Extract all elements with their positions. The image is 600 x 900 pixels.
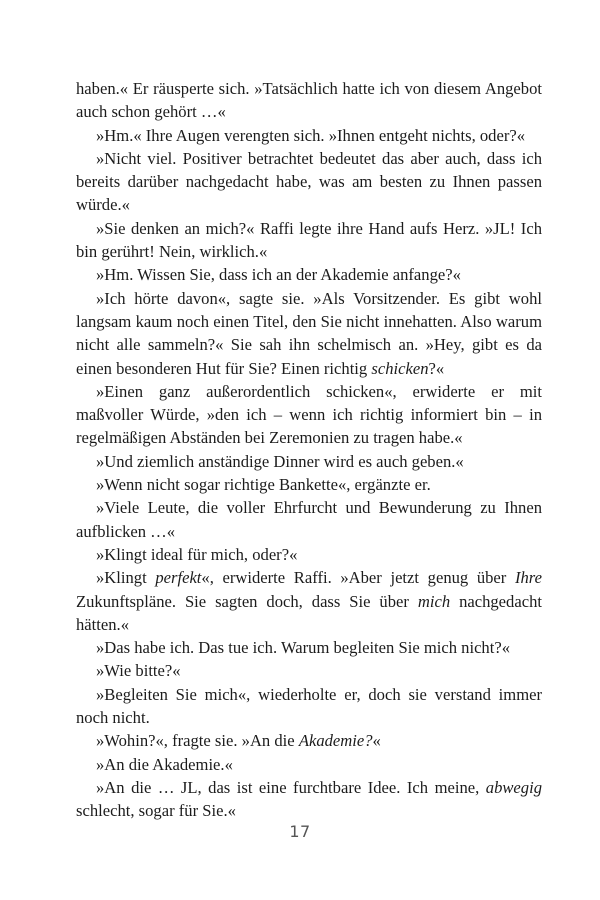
italic-text: schicken — [371, 358, 429, 378]
text-run: ?« — [428, 358, 445, 378]
paragraph — [76, 147, 542, 217]
text-run: nachgedacht hätten.« — [76, 591, 542, 634]
paragraph — [76, 450, 542, 473]
paragraph — [76, 287, 542, 380]
italic-text: Akademie? — [298, 731, 373, 751]
paragraph — [76, 496, 542, 543]
text-run: »Und ziemlich anständige Dinner wird es auch geben.« — [96, 451, 464, 471]
text-run: haben.« Er räusperte sich. »Tatsächlich hatte ich von diesem Angebot auch schon gehört …« — [76, 79, 542, 122]
page-number: 17 — [289, 822, 311, 841]
text-run: »Wie bitte?« — [96, 661, 181, 681]
paragraph — [76, 636, 542, 659]
text-run: »Hm.« Ihre Augen verengten sich. »Ihnen entgeht nichts, oder?« — [96, 125, 526, 145]
paragraph — [76, 124, 542, 147]
paragraph — [76, 753, 542, 776]
paragraph — [76, 77, 542, 124]
text-run: »Hm. Wissen Sie, dass ich an der Akademie anfange?« — [96, 265, 461, 285]
text-run: « — [372, 731, 381, 751]
paragraph — [76, 776, 542, 823]
italic-text: mich — [417, 591, 451, 611]
paragraph — [76, 217, 542, 264]
text-run: »Sie denken an mich?« Raffi legte ihre Hand aufs Herz. »JL! Ich bin gerührt! Nein, wirklich.« — [76, 218, 542, 262]
text-run: schlecht, sogar für Sie.« — [76, 801, 236, 821]
italic-text: abwegig — [485, 777, 542, 797]
text-run: »Viele Leute, die voller Ehrfurcht und Bewunderung zu Ihnen aufblicken …« — [76, 498, 542, 541]
text-run: »Klingt ideal für mich, oder?« — [96, 544, 298, 564]
text-run: »Begleiten Sie mich«, wiederholte er, doch sie verstand immer noch nicht. — [76, 684, 542, 728]
paragraph — [76, 543, 542, 566]
paragraph — [76, 566, 542, 636]
text-run: »Das habe ich. Das tue ich. Warum begleiten Sie mich nicht?« — [96, 638, 511, 658]
text-run: »Ich hörte davon«, sagte sie. »Als Vorsitzender. Es gibt wohl langsam kaum noch einen Titel, den Sie nicht innehatten. Also warum nicht alle sammeln?« Sie sah ihn schelmisch an. »Hey, gibt es da einen besonderen Hut für Sie? Einen richtig — [76, 288, 542, 378]
text-run: «, erwiderte Raffi. »Aber jetzt genug über — [201, 568, 515, 588]
text-run: »Wohin?«, fragte sie. »An die — [96, 731, 299, 751]
paragraph — [76, 263, 542, 286]
text-run: »Einen ganz außerordentlich schicken«, erwiderte er mit maßvoller Würde, »den ich – wenn ich richtig informiert bin – in regelmäßigen Abständen bei Zeremonien zu tragen habe.« — [76, 381, 542, 448]
paragraph — [76, 659, 542, 682]
paragraph — [76, 683, 542, 730]
italic-text: Ihre — [514, 568, 542, 588]
paragraph — [76, 380, 542, 450]
italic-text: perfekt — [155, 568, 202, 588]
paragraph — [76, 473, 542, 496]
body-text — [76, 77, 542, 823]
text-run: »Wenn nicht sogar richtige Bankette«, ergänzte er. — [96, 475, 431, 495]
text-run: »Nicht viel. Positiver betrachtet bedeutet das aber auch, dass ich bereits darüber nachgedacht habe, was am besten zu Ihnen passen würde.« — [76, 148, 542, 215]
paragraph — [76, 729, 542, 752]
text-run: Zukunftspläne. Sie sagten doch, dass Sie über — [76, 591, 418, 611]
text-run: »An die Akademie.« — [96, 754, 233, 774]
text-run: »An die … JL, das ist eine furchtbare Idee. Ich meine, — [96, 777, 486, 797]
text-run: »Klingt — [96, 568, 156, 588]
